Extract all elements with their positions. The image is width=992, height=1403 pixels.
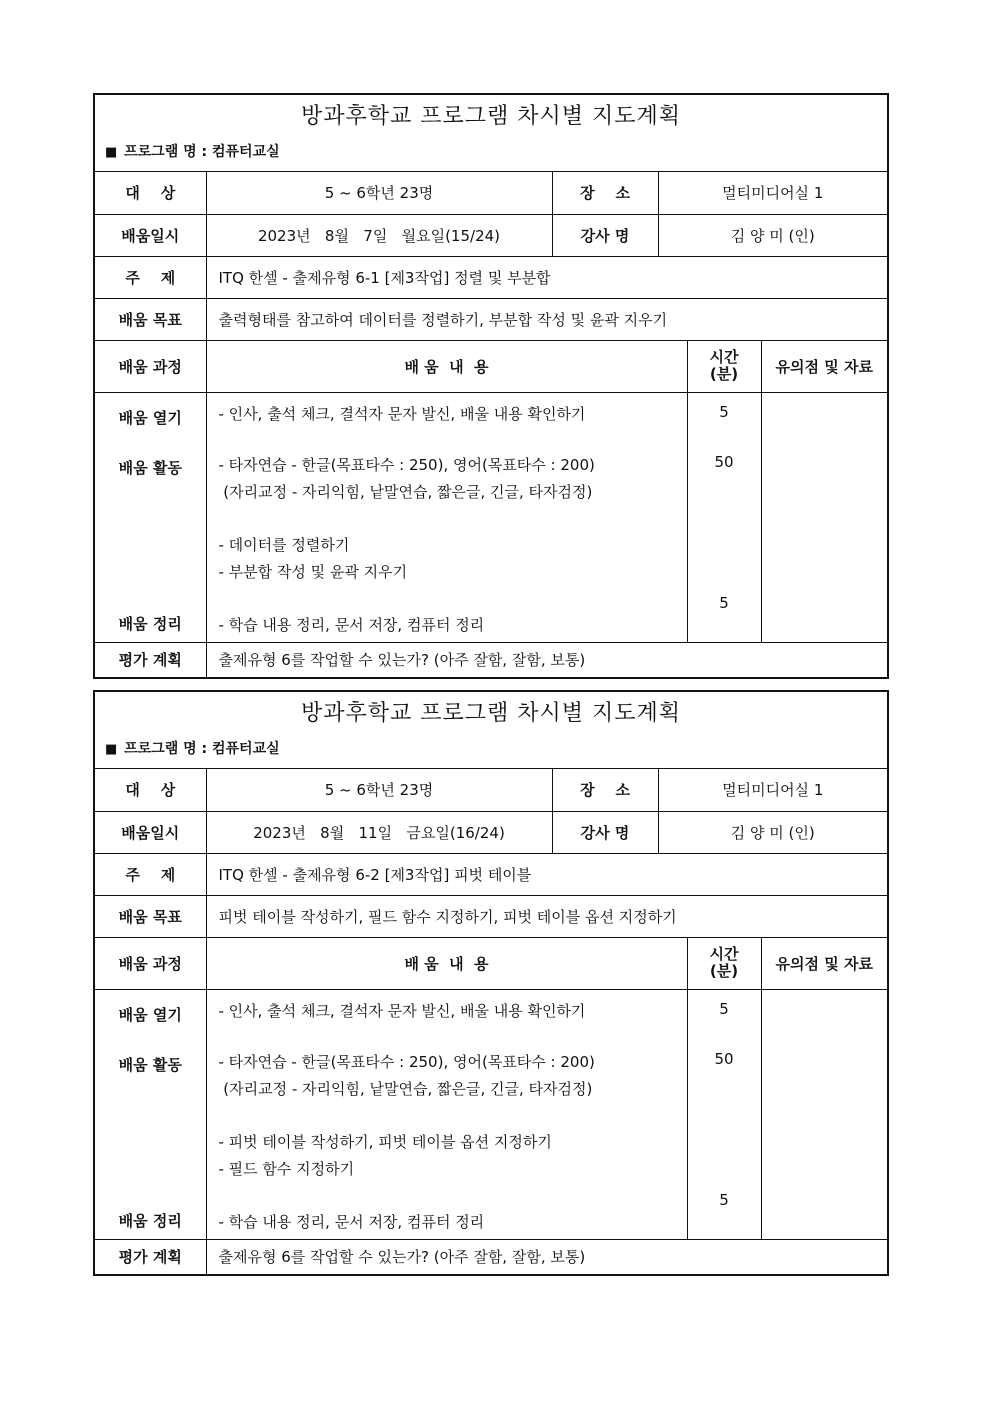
stage-activity: 배움 활동 [118, 458, 182, 477]
time-close: 5 [719, 593, 729, 612]
notes-header: 유의점 및 자료 [761, 937, 887, 989]
process-body-row [95, 989, 887, 1239]
plan-title: 방과후학교 프로그램 차시별 지도계획 [300, 104, 681, 129]
process-body-row [95, 392, 887, 642]
time-open: 5 [719, 402, 729, 421]
place-label: 장 소 [552, 769, 658, 811]
time-header [687, 340, 761, 392]
spacer [219, 428, 687, 452]
content-activity-4: - 부분합 작성 및 윤곽 지우기 [218, 562, 408, 581]
topic-row [95, 256, 887, 298]
target-row [95, 172, 887, 214]
process-header: 배움 과정 [95, 937, 206, 989]
eval-value: 출제유형 6를 작업할 수 있는가? (아주 잘함, 잘함, 보통) [206, 1239, 887, 1274]
spacer [95, 1028, 206, 1052]
spacer [219, 506, 687, 532]
stage-open: 배움 열기 [118, 1005, 182, 1024]
goal-value: 출력형태를 참고하여 데이터를 정렬하기, 부분합 작성 및 윤곽 지우기 [206, 298, 887, 340]
program-name [95, 734, 887, 769]
content-header: 배 움 내 용 [206, 937, 687, 989]
goal-label: 배움 목표 [95, 298, 206, 340]
stage-activity: 배움 활동 [118, 1055, 182, 1074]
content-close: - 학습 내용 정리, 문서 저장, 컴퓨터 정리 [218, 615, 485, 634]
topic-row [95, 853, 887, 895]
plan-table [95, 172, 887, 677]
target-row [95, 769, 887, 811]
target-value: 5 ~ 6학년 23명 [206, 172, 552, 214]
content-open: - 인사, 출석 체크, 결석자 문자 발신, 배울 내용 확인하기 [218, 1001, 586, 1020]
time-open: 5 [719, 999, 729, 1018]
time-column [687, 989, 761, 1239]
date-row [95, 811, 887, 853]
notes-column [761, 989, 887, 1239]
target-label: 대 상 [95, 172, 206, 214]
program-name [95, 137, 887, 172]
goal-label: 배움 목표 [95, 895, 206, 937]
notes-header: 유의점 및 자료 [761, 340, 887, 392]
content-column [206, 989, 687, 1239]
topic-value: ITQ 한셀 - 출제유형 6-2 [제3작업] 피벗 테이블 [206, 853, 887, 895]
target-label: 대 상 [95, 769, 206, 811]
target-value: 5 ~ 6학년 23명 [206, 769, 552, 811]
date-value: 2023년 8월 11일 금요일(16/24) [206, 811, 552, 853]
spacer [95, 481, 206, 611]
time-column [687, 392, 761, 642]
spacer [688, 426, 761, 449]
topic-label: 주 제 [95, 256, 206, 298]
place-value: 멀티미디어실 1 [658, 172, 887, 214]
date-label: 배움일시 [95, 214, 206, 256]
process-header-row [95, 340, 887, 392]
content-close: - 학습 내용 정리, 문서 저장, 컴퓨터 정리 [218, 1212, 485, 1231]
square-bullet-icon: ■ [105, 742, 118, 757]
eval-label: 평가 계획 [95, 1239, 206, 1274]
content-open: - 인사, 출석 체크, 결석자 문자 발신, 배울 내용 확인하기 [218, 404, 586, 423]
topic-label: 주 제 [95, 853, 206, 895]
content-activity-1: - 타자연습 - 한글(목표타수 : 250), 영어(목표타수 : 200) [218, 455, 595, 474]
program-name-label: 프로그램 명 : 컴퓨터교실 [124, 741, 280, 757]
goal-value: 피벗 테이블 작성하기, 필드 함수 지정하기, 피벗 테이블 옵션 지정하기 [206, 895, 887, 937]
spacer [95, 431, 206, 455]
eval-row [95, 642, 887, 677]
time-close: 5 [719, 1190, 729, 1209]
content-activity-4: - 필드 함수 지정하기 [218, 1159, 355, 1178]
time-header-line1: 시간 [709, 348, 739, 366]
process-header: 배움 과정 [95, 340, 206, 392]
lesson-plan-2 [93, 690, 889, 1276]
place-value: 멀티미디어실 1 [658, 769, 887, 811]
spacer [219, 1103, 687, 1129]
stage-open: 배움 열기 [118, 408, 182, 427]
teacher-label: 강사 명 [552, 811, 658, 853]
time-header-line1: 시간 [709, 945, 739, 963]
eval-label: 평가 계획 [95, 642, 206, 677]
content-activity-1: - 타자연습 - 한글(목표타수 : 250), 영어(목표타수 : 200) [218, 1052, 595, 1071]
stage-close: 배움 정리 [118, 614, 182, 633]
time-header-line2: (분) [709, 962, 739, 980]
teacher-value: 김 양 미 (인) [658, 811, 887, 853]
date-row [95, 214, 887, 256]
eval-value: 출제유형 6를 작업할 수 있는가? (아주 잘함, 잘함, 보통) [206, 642, 887, 677]
notes-column [761, 392, 887, 642]
stage-column [95, 989, 206, 1239]
lesson-plan-1 [93, 93, 889, 679]
eval-row [95, 1239, 887, 1274]
spacer [688, 1023, 761, 1046]
content-header: 배 움 내 용 [206, 340, 687, 392]
program-name-label: 프로그램 명 : 컴퓨터교실 [124, 144, 280, 160]
spacer [688, 1073, 761, 1187]
spacer [219, 1025, 687, 1049]
process-header-row [95, 937, 887, 989]
stage-column [95, 392, 206, 642]
content-activity-3: - 데이터를 정렬하기 [218, 535, 350, 554]
spacer [219, 1183, 687, 1209]
time-activity: 50 [714, 1049, 734, 1068]
goal-row [95, 895, 887, 937]
stage-close: 배움 정리 [118, 1211, 182, 1230]
spacer [95, 1078, 206, 1208]
plan-title: 방과후학교 프로그램 차시별 지도계획 [300, 701, 681, 726]
time-activity: 50 [714, 452, 734, 471]
spacer [219, 586, 687, 612]
topic-value: ITQ 한셀 - 출제유형 6-1 [제3작업] 정렬 및 부분합 [206, 256, 887, 298]
spacer [688, 476, 761, 590]
content-column [206, 392, 687, 642]
time-header-line2: (분) [709, 365, 739, 383]
content-activity-3: - 피벗 테이블 작성하기, 피벗 테이블 옵션 지정하기 [218, 1132, 552, 1151]
teacher-value: 김 양 미 (인) [658, 214, 887, 256]
date-value: 2023년 8월 7일 월요일(15/24) [206, 214, 552, 256]
time-header [687, 937, 761, 989]
goal-row [95, 298, 887, 340]
date-label: 배움일시 [95, 811, 206, 853]
plan-table [95, 769, 887, 1274]
teacher-label: 강사 명 [552, 214, 658, 256]
content-activity-2: (자리교정 - 자리익힘, 낱말연습, 짧은글, 긴글, 타자검정) [218, 1079, 593, 1098]
square-bullet-icon: ■ [105, 145, 118, 160]
content-activity-2: (자리교정 - 자리익힘, 낱말연습, 짧은글, 긴글, 타자검정) [218, 482, 593, 501]
place-label: 장 소 [552, 172, 658, 214]
